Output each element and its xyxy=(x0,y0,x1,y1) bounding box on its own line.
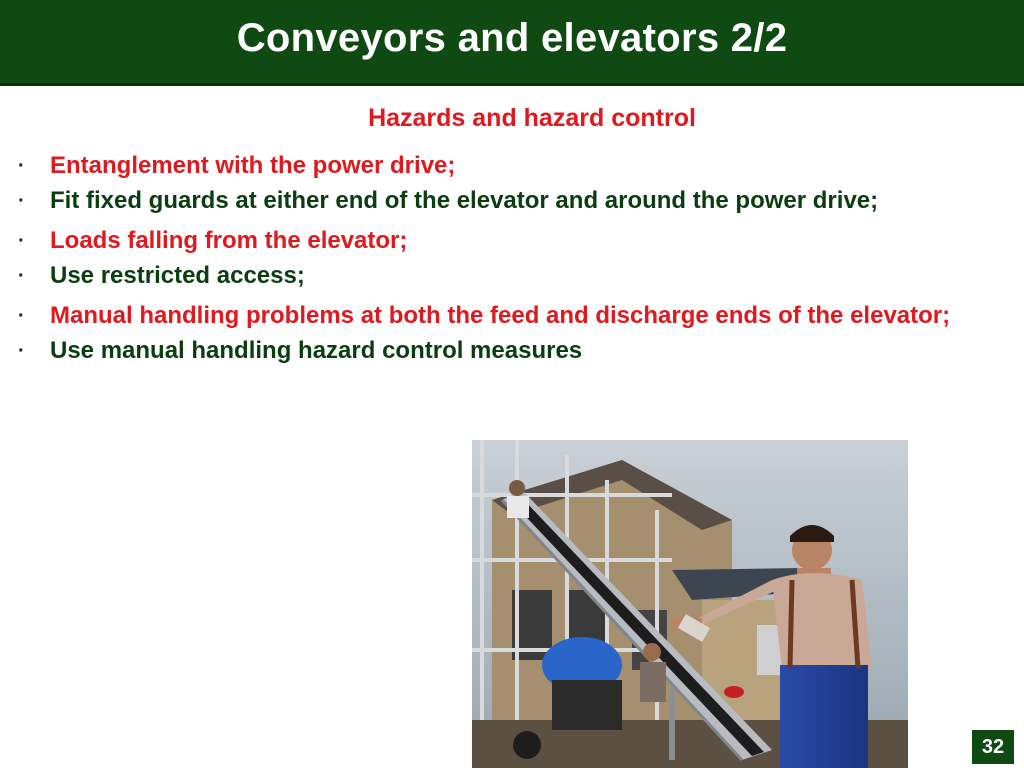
slide-subtitle: Hazards and hazard control xyxy=(368,104,696,132)
bullet-marker-icon: · xyxy=(18,155,25,177)
page-number-badge: 32 xyxy=(972,730,1014,764)
bullet-list xyxy=(14,150,1004,370)
bullet-text: Entanglement with the power drive; xyxy=(50,152,456,179)
bullet-item xyxy=(14,260,1004,292)
photo-illustration xyxy=(472,440,908,768)
bullet-marker-icon: · xyxy=(18,230,25,252)
bullet-marker-icon: · xyxy=(18,190,25,212)
bullet-text: Fit fixed guards at either end of the elevator and around the power drive; xyxy=(50,187,879,214)
bullet-item xyxy=(14,185,1004,217)
bullet-text: Use manual handling hazard control measures xyxy=(50,337,583,364)
slide-title: Conveyors and elevators 2/2 xyxy=(236,16,788,60)
bullet-item xyxy=(14,300,1004,332)
bullet-text: Use restricted access; xyxy=(50,262,305,289)
bullet-item xyxy=(14,335,1004,367)
bullet-item xyxy=(14,150,1004,182)
bullet-text: Loads falling from the elevator; xyxy=(50,227,408,254)
bullet-item xyxy=(14,225,1004,257)
bullet-text: Manual handling problems at both the feed and discharge ends of the elevator; xyxy=(50,302,951,329)
bullet-marker-icon: · xyxy=(18,305,25,327)
bullet-marker-icon: · xyxy=(18,265,25,287)
bullet-marker-icon: · xyxy=(18,340,25,362)
construction-elevator-photo xyxy=(472,440,908,768)
title-bar xyxy=(0,0,1024,86)
